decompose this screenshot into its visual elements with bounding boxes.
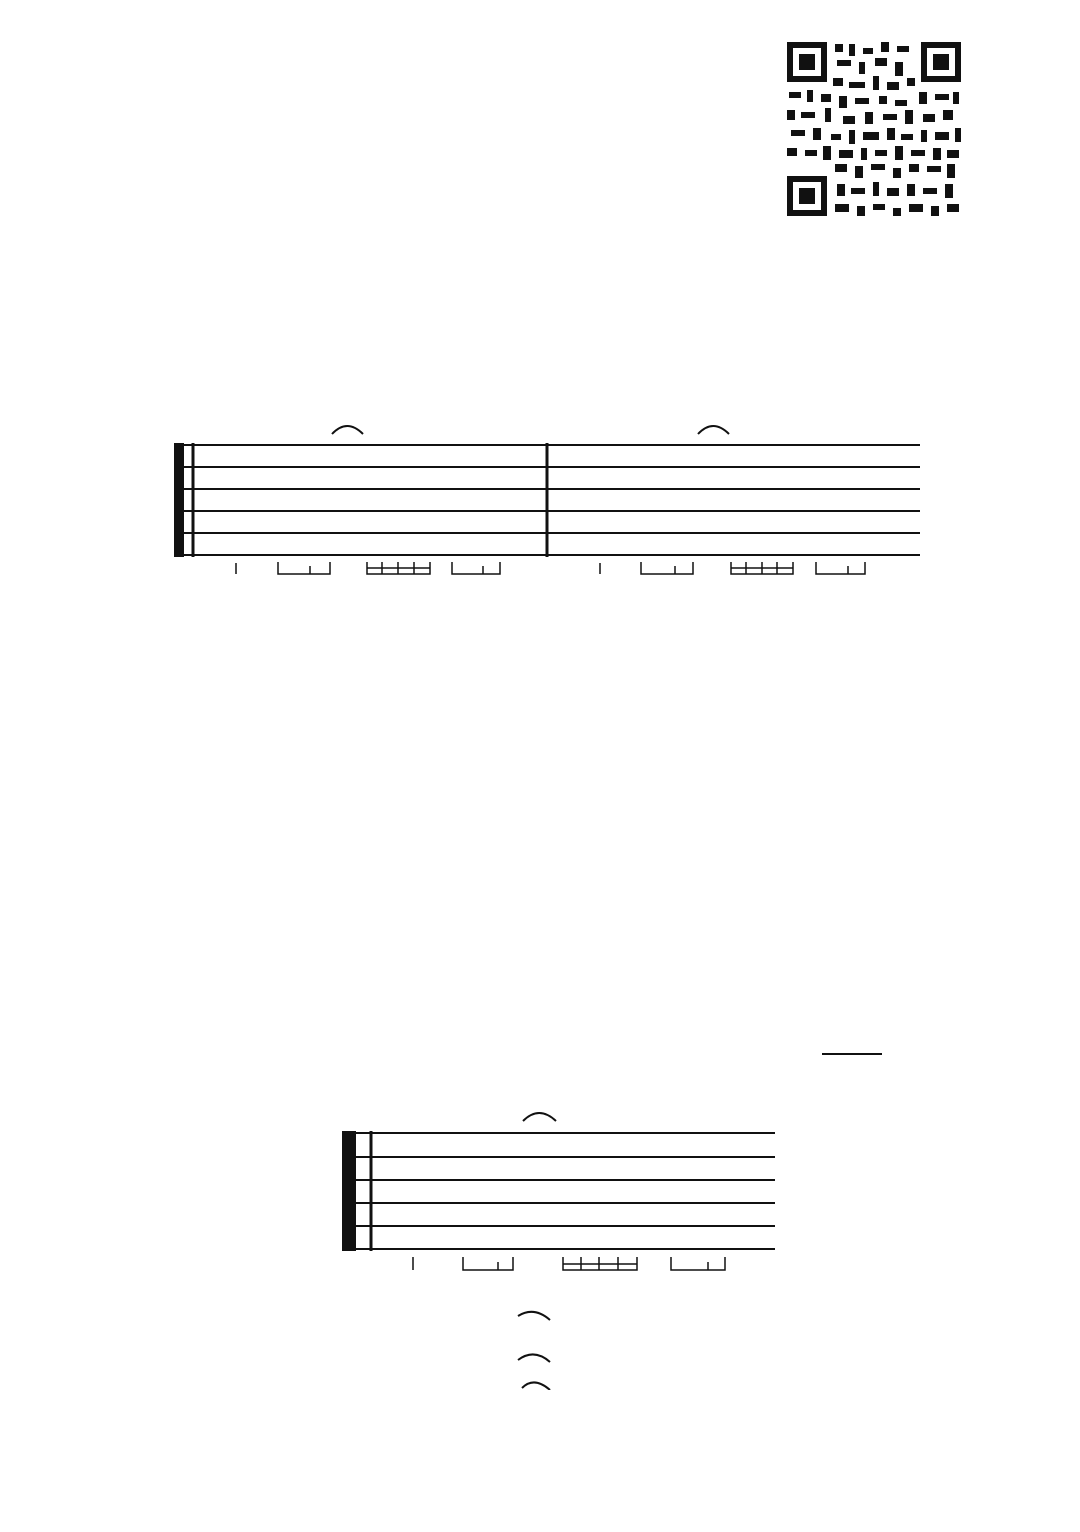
qr-code-icon [783, 38, 965, 220]
koujue-row-top [148, 592, 238, 617]
strum-tab-staff [160, 410, 940, 585]
col4-second-underline [822, 1053, 882, 1055]
strum-tab-staff-bar [335, 1105, 785, 1280]
tie-arcs [500, 1310, 560, 1390]
